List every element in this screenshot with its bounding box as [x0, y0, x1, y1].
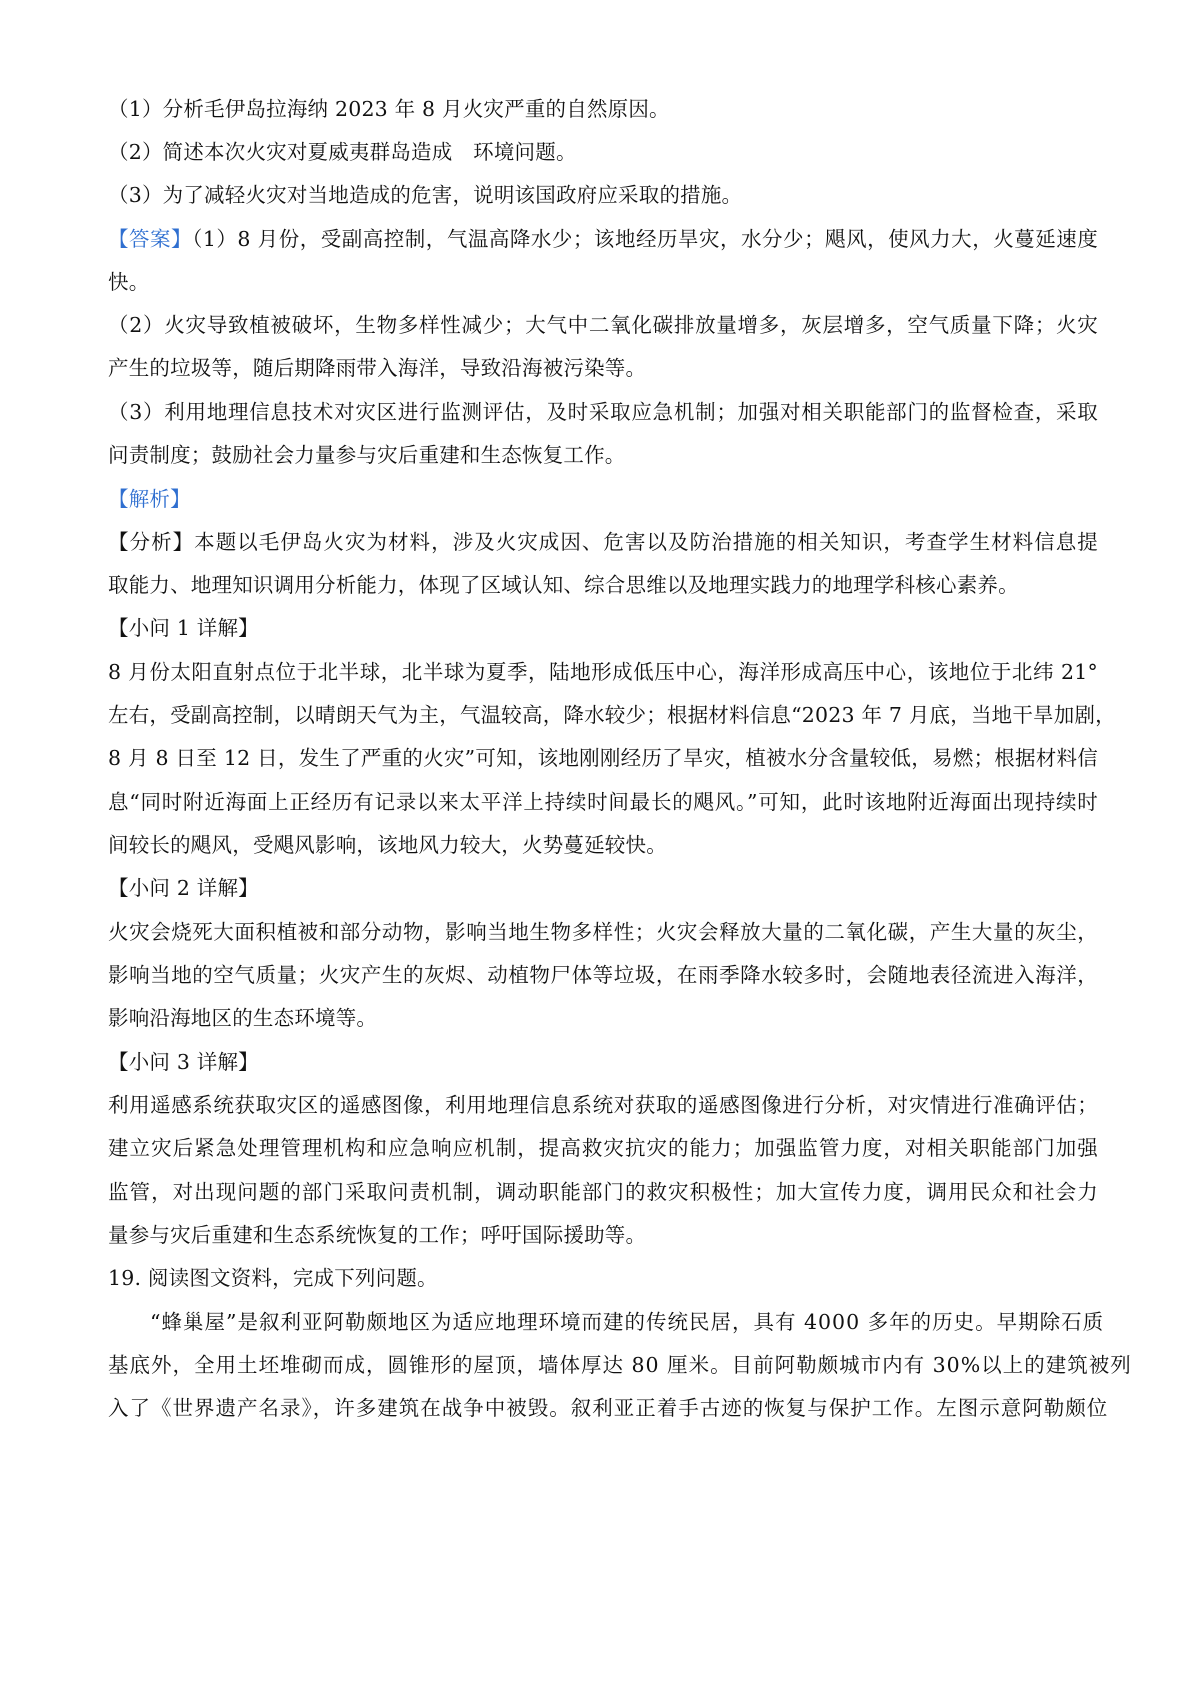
question-1: （1）分析毛伊岛拉海纳 2023 年 8 月火灾严重的自然原因。: [108, 97, 670, 121]
sub3-line: 利用遥感系统获取灾区的遥感图像，利用地理信息系统对获取的遥感图像进行分析，对灾情进行准确评估；: [108, 1093, 1098, 1117]
sub3-line: 建立灾后紧急处理管理机构和应急响应机制，提高救灾抗灾的能力；加强监管力度，对相关职能部门加强: [108, 1136, 1098, 1160]
sub-question-2-title: 【小问 2 详解】: [108, 876, 259, 900]
sub-question-1-title: 【小问 1 详解】: [108, 616, 259, 640]
analysis-label: 【解析】: [108, 487, 191, 511]
sub2-line: 影响当地的空气质量；火灾产生的灰烬、动植物尸体等垃圾，在雨季降水较多时，会随地表径流进入海洋，: [108, 963, 1098, 987]
answer-3-line-2: 问责制度；鼓励社会力量参与灾后重建和生态恢复工作。: [108, 443, 626, 467]
q19-paragraph-line: 基底外，全用土坯堆砌而成，圆锥形的屋顶，墙体厚达 80 厘米。目前阿勒颇城市内有 30%以上的建筑被列: [108, 1353, 1132, 1377]
sub1-line: 8 月 8 日至 12 日，发生了严重的火灾”可知，该地刚刚经历了旱灾，植被水分含量较低，易燃；根据材料信: [108, 746, 1098, 770]
answer-2-line-2: 产生的垃圾等，随后期降雨带入海洋，导致沿海被污染等。: [108, 356, 647, 380]
answer-1-line-1: 【答案】（1）8 月份，受副高控制，气温高降水少；该地经历旱灾，水分少；飓风，使风力大，火蔓延速度: [108, 227, 1098, 251]
answer-3-line-1: （3）利用地理信息技术对灾区进行监测评估，及时采取应急机制；加强对相关职能部门的监督检查，采取: [108, 400, 1098, 424]
sub1-line: 间较长的飓风，受飓风影响，该地风力较大，火势蔓延较快。: [108, 833, 667, 857]
sub-question-3-title: 【小问 3 详解】: [108, 1050, 259, 1074]
question-3: （3）为了减轻火灾对当地造成的危害，说明该国政府应采取的措施。: [108, 183, 743, 207]
sub2-line: 影响沿海地区的生态环境等。: [108, 1006, 378, 1030]
sub1-line: 左右，受副高控制，以晴朗天气为主，气温较高，降水较少；根据材料信息“2023 年 7 月底，当地干旱加剧，: [108, 703, 1116, 727]
question-2: （2）简述本次火灾对夏威夷群岛造成 环境问题。: [108, 140, 577, 164]
sub1-line: 8 月份太阳直射点位于北半球，北半球为夏季，陆地形成低压中心，海洋形成高压中心，该地位于北纬 21°: [108, 660, 1098, 684]
sub1-line: 息“同时附近海面上正经历有记录以来太平洋上持续时间最长的飓风。”可知，此时该地附近海面出现持续时: [108, 790, 1098, 814]
analysis-summary-line-2: 取能力、地理知识调用分析能力，体现了区域认知、综合思维以及地理实践力的地理学科核心素养。: [108, 573, 1019, 597]
answer-1-line-2: 快。: [108, 270, 150, 294]
q19-paragraph-line: “蜂巢屋”是叙利亚阿勒颇地区为适应地理环境而建的传统民居，具有 4000 多年的历史。早期除石质: [150, 1310, 1105, 1334]
sub3-line: 量参与灾后重建和生态系统恢复的工作；呼吁国际援助等。: [108, 1223, 647, 1247]
sub3-line: 监管，对出现问题的部门采取问责机制，调动职能部门的救灾积极性；加大宣传力度，调用民众和社会力: [108, 1180, 1098, 1204]
q19-paragraph-line: 入了《世界遗产名录》，许多建筑在战争中被毁。叙利亚正着手古迹的恢复与保护工作。左图示意阿勒颇位: [108, 1396, 1109, 1420]
analysis-summary-line-1: 【分析】本题以毛伊岛火灾为材料，涉及火灾成因、危害以及防治措施的相关知识，考查学生材料信息提: [108, 530, 1098, 554]
answer-label: 【答案】: [108, 227, 193, 251]
question-19-title: 19. 阅读图文资料，完成下列问题。: [108, 1266, 438, 1290]
sub2-line: 火灾会烧死大面积植被和部分动物，影响当地生物多样性；火灾会释放大量的二氧化碳，产生大量的灰尘，: [108, 920, 1098, 944]
answer-2-line-1: （2）火灾导致植被破坏，生物多样性减少；大气中二氧化碳排放量增多，灰层增多，空气质量下降；火灾: [108, 313, 1098, 337]
